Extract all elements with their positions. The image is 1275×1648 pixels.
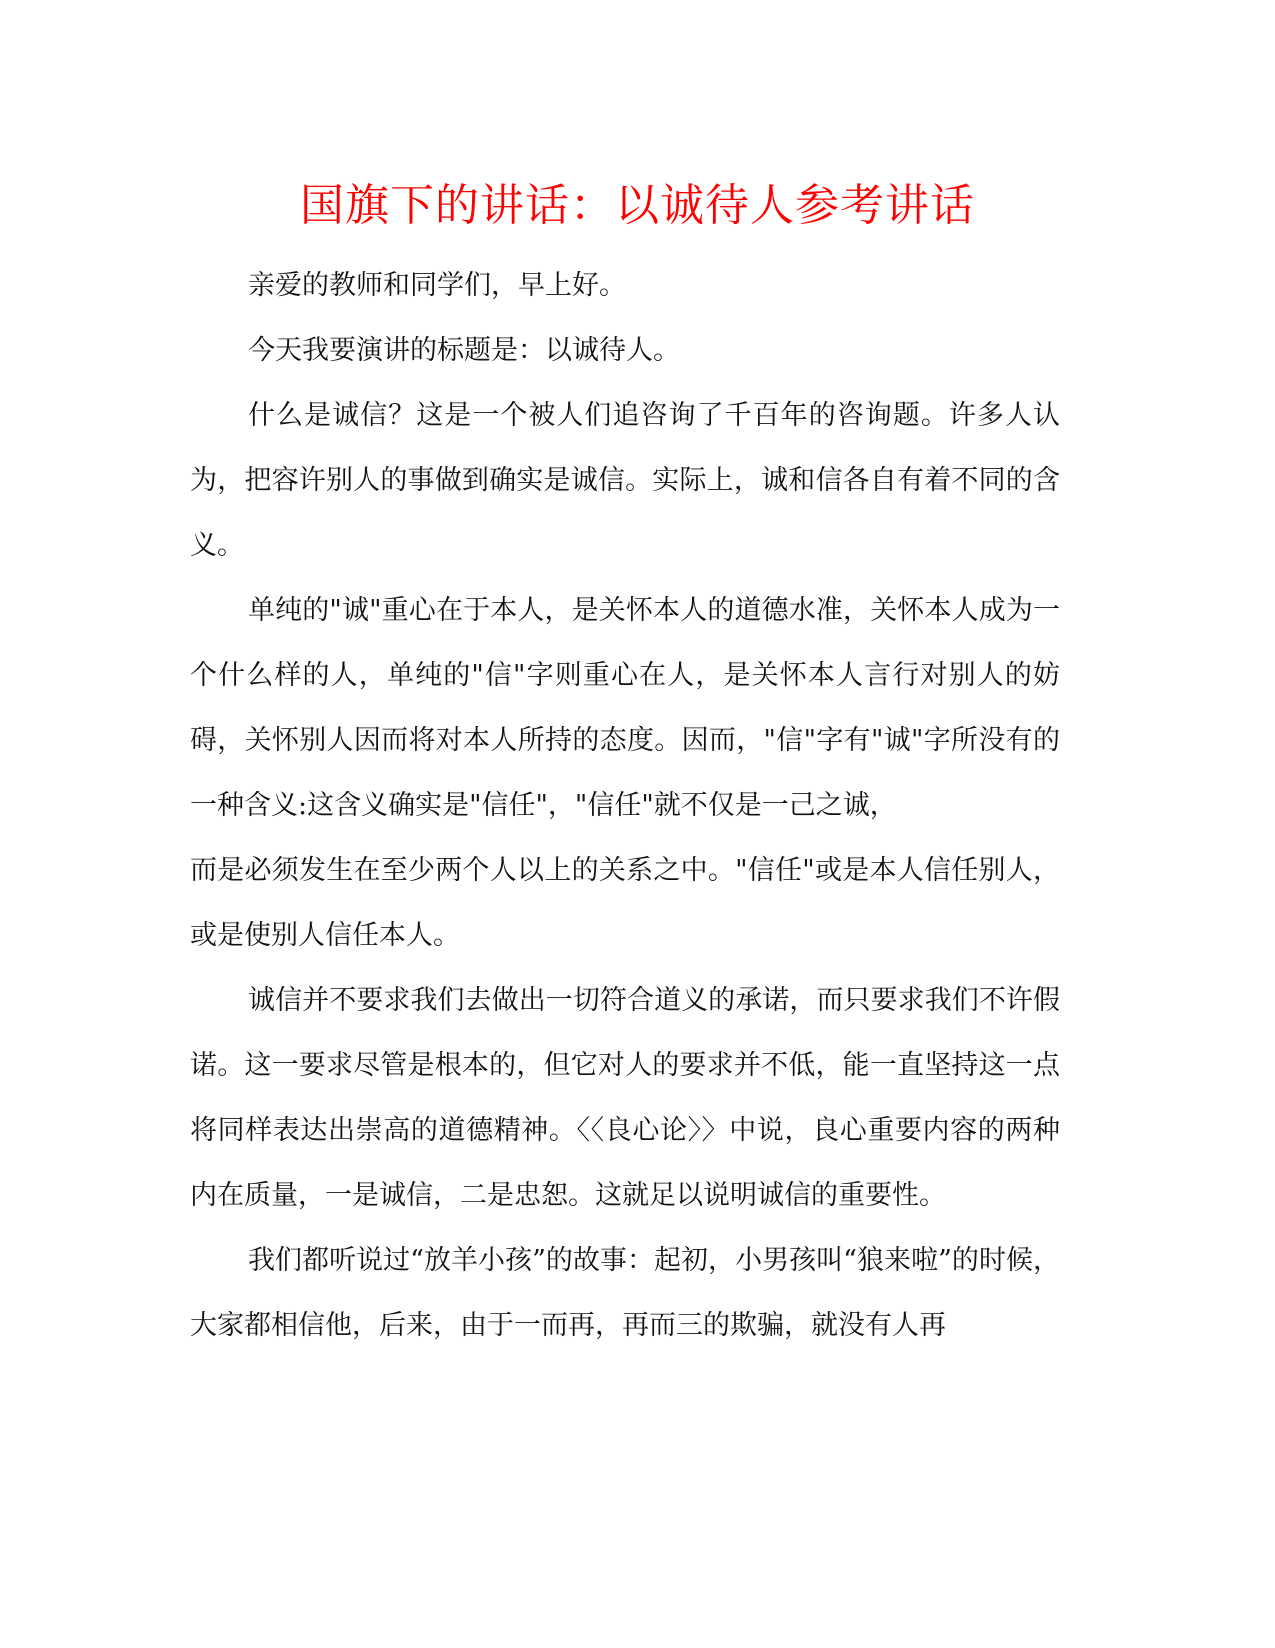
document-title: 国旗下的讲话：以诚待人参考讲话 [300, 180, 975, 231]
document-body [190, 253, 1060, 1358]
paragraph-topic: 今天我要演讲的标题是：以诚待人。 [248, 335, 680, 366]
paragraph-cheng-and-xin: 单纯的"诚"重心在于本人，是关怀本人的道德水准，关怀本人成为一个什么样的人，单纯的"信"字则重心在人，是关怀本人言行对别人的妨碍，关怀别人因而将对本人所持的态度。因而，"信"字有"诚"字所没有的一种含义:这含义确实是"信任"，"信任"就不仅是一己之诚， [190, 595, 1060, 821]
paragraph-greeting: 亲爱的教师和同学们，早上好。 [248, 270, 626, 301]
paragraph-shepherd-boy-story: 我们都听说过“放羊小孩”的故事：起初，小男孩叫“狼来啦”的时候，大家都相信他，后来，由于一而再，再而三的欺骗，就没有人再 [190, 1245, 1060, 1341]
paragraph-what-is-integrity: 什么是诚信？这是一个被人们追咨询了千百年的咨询题。许多人认为，把容许别人的事做到确实是诚信。实际上，诚和信各自有着不同的含义。 [190, 400, 1060, 561]
paragraph-no-false-promises: 诚信并不要求我们去做出一切符合道义的承诺，而只要求我们不许假诺。这一要求尽管是根本的，但它对人的要求并不低，能一直坚持这一点将同样表达出崇高的道德精神。〈〈良心论〉〉中说，良心重要内容的两种内在质量，一是诚信，二是忠恕。这就足以说明诚信的重要性。 [190, 985, 1060, 1211]
paragraph-trust-relationship: 而是必须发生在至少两个人以上的关系之中。"信任"或是本人信任别人，或是使别人信任本人。 [190, 855, 1060, 951]
